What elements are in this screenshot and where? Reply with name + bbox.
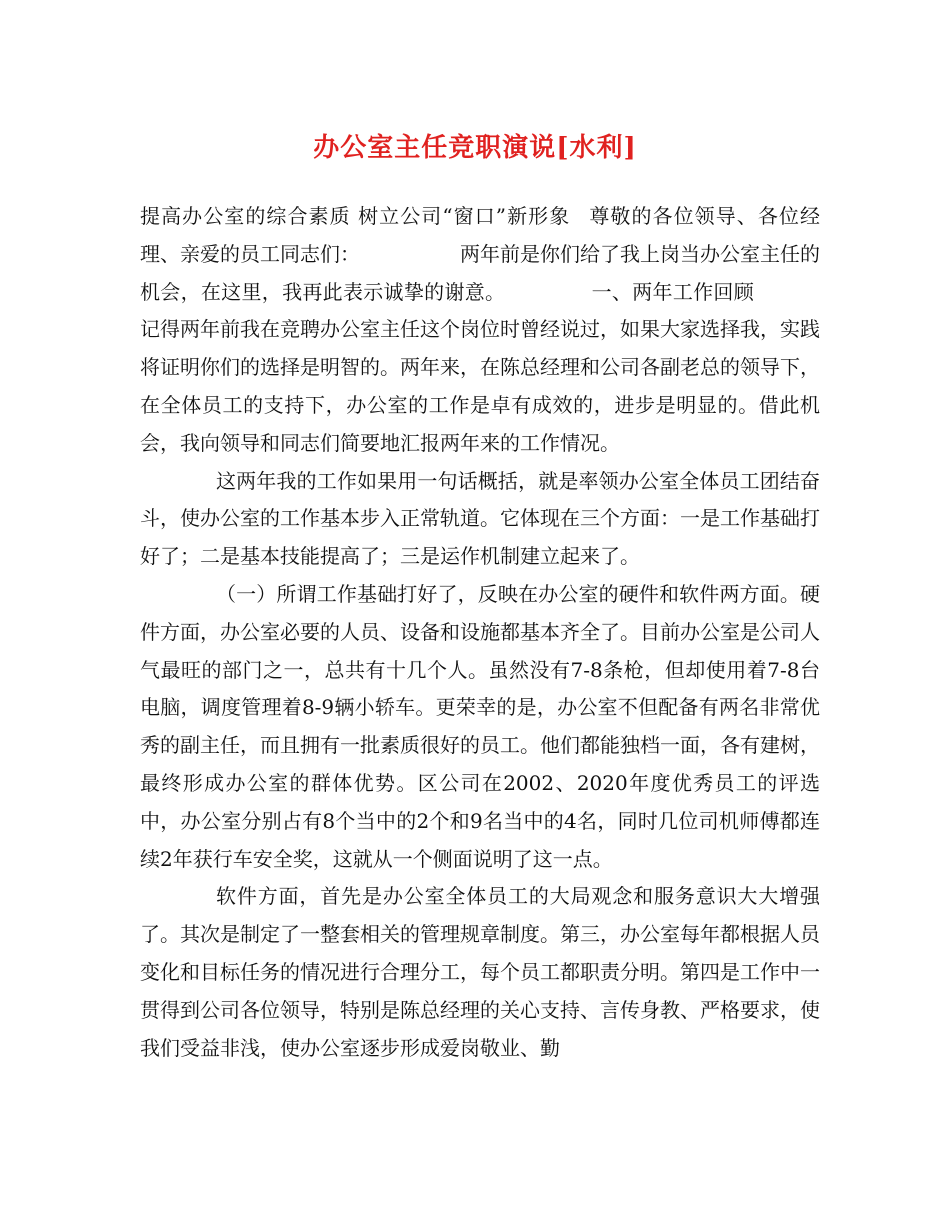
paragraph-hardware: （一）所谓工作基础打好了，反映在办公室的硬件和软件两方面。硬件方面，办公室必要的人员、设备和设施都基本齐全了。目前办公室是公司人气最旺的部门之一，总共有十几个人。虽然没有7-8条枪，但却使用着7-8台电脑，调度管理着8-9辆小轿车。更荣幸的是，办公室不但配备有两名非常优秀的副主任，而且拥有一批素质很好的员工。他们都能独档一面，各有建树，最终形成办公室的群体优势。区公司在2002、2020年度优秀员工的评选中，办公室分别占有8个当中的2个和9名当中的4名，同时几位司机师傅都连续2年获行车安全奖，这就从一个侧面说明了这一点。 bbox=[140, 581, 820, 871]
intro-subtitle: 提高办公室的综合素质 树立公司“窗口”新形象 bbox=[140, 204, 571, 228]
section-heading: 一、两年工作回顾 bbox=[591, 279, 755, 304]
document-title: 办公室主任竞职演说[水利] bbox=[313, 133, 637, 163]
paragraph-software: 软件方面，首先是办公室全体员工的大局观念和服务意识大大增强了。其次是制定了一整套相关的管理规章制度。第三，办公室每年都根据人员变化和目标任务的情况进行合理分工，每个员工都职责分明。第四是工作中一贯得到公司各位领导，特别是陈总经理的关心支持、言传身教、严格要求，使我们受益非浅，使办公室逐步形成爱岗敬业、勤 bbox=[140, 884, 820, 1060]
paragraph-summary: 这两年我的工作如果用一句话概括，就是率领办公室全体员工团结奋斗，使办公室的工作基本步入正常轨道。它体现在三个方面：一是工作基础打好了；二是基本技能提高了；三是运作机制建立起来了。 bbox=[140, 468, 820, 569]
intro-thanks: 两年前是你们给了我上岗当办公室主任的机会，在这里，我再此表示诚挚的谢意。 bbox=[140, 241, 820, 304]
intro-review: 记得两年前我在竞聘办公室主任这个岗位时曾经说过，如果大家选择我，实践将证明你们的选择是明智的。两年来，在陈总经理和公司各副老总的领导下，在全体员工的支持下，办公室的工作是卓有成效的，进步是明显的。借此机会，我向领导和同志们简要地汇报两年来的工作情况。 bbox=[140, 317, 820, 455]
intro-paragraph bbox=[140, 198, 820, 463]
document-body bbox=[140, 198, 820, 1067]
intro-salutation: 尊敬的各位领导、各位经理、亲爱的员工同志们： bbox=[140, 204, 820, 266]
